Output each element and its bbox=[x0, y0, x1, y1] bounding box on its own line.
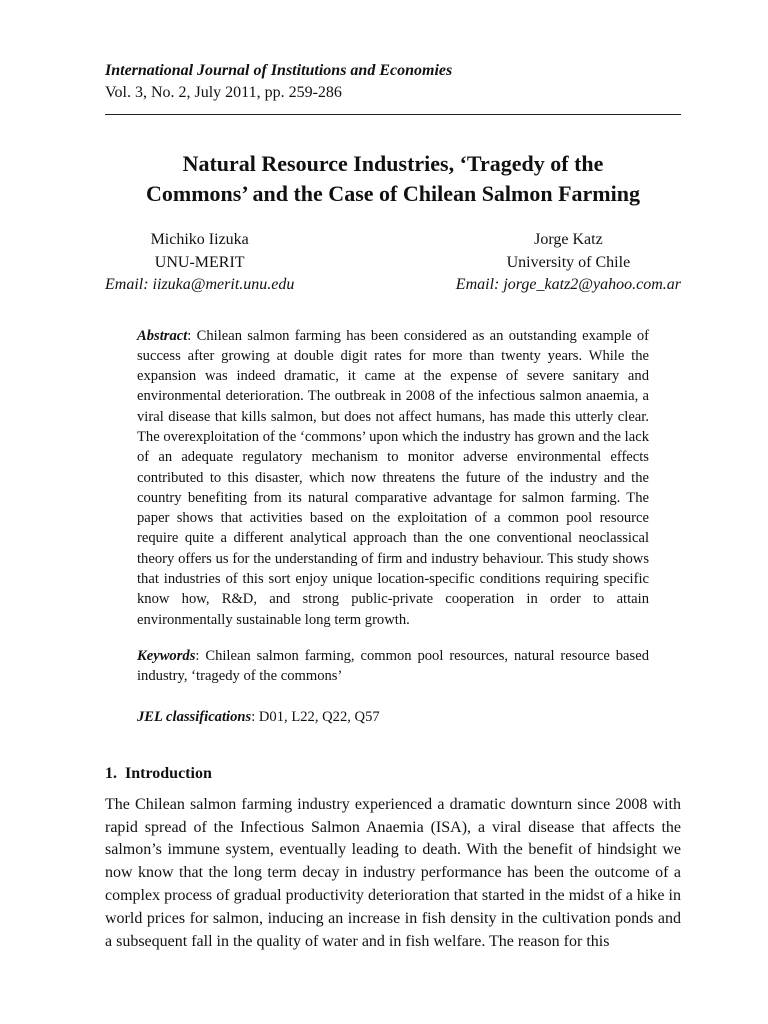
paper-page bbox=[105, 60, 681, 953]
abstract-text: : Chilean salmon farming has been considered as an outstanding example of success after growing at double digit rates for more than twenty years. While the expansion was indeed dramatic, it came at the expense of severe sanitary and environmental deterioration. The outbreak in 2008 of the infectious salmon anaemia, a viral disease that kills salmon, but does not affect humans, has made this utterly clear. The overexploitation of the ‘commons’ upon which the industry has grown and the lack of an adequate regulatory mechanism to monitor adverse environmental effects contributed to this disaster, which now threatens the future of the industry and the country benefiting from its natural comparative advantage for salmon farming. The paper shows that activities based on the exploitation of a common pool resource require quite a different analytical approach than the one conventional neoclassical theory offers us for the understanding of firm and industry behaviour. This study shows that industries of this sort enjoy unique location-specific conditions requiring specific know how, R&D, and strong public-private cooperation in order to attain environmentally sustainable long term growth. bbox=[137, 327, 649, 628]
author-email: Email: iizuka@merit.unu.edu bbox=[105, 276, 295, 293]
section-number: 1. bbox=[105, 764, 117, 782]
abstract bbox=[137, 326, 649, 630]
author-1 bbox=[105, 229, 294, 297]
header-rule bbox=[105, 114, 681, 115]
title-line-2: Commons’ and the Case of Chilean Salmon Farming bbox=[145, 181, 640, 206]
author-affiliation: University of Chile bbox=[506, 253, 631, 271]
paper-title bbox=[105, 149, 681, 209]
author-2 bbox=[456, 229, 681, 297]
title-line-1: Natural Resource Industries, ‘Tragedy of the bbox=[182, 151, 604, 176]
keywords-label: Keywords bbox=[137, 647, 196, 664]
author-block bbox=[105, 229, 681, 297]
author-name: Michiko Iizuka bbox=[150, 231, 249, 248]
jel-classifications bbox=[137, 707, 649, 727]
jel-text: : D01, L22, Q22, Q57 bbox=[251, 708, 380, 725]
author-name: Jorge Katz bbox=[534, 231, 603, 248]
section-title: Introduction bbox=[125, 764, 212, 782]
abstract-block bbox=[137, 326, 649, 727]
keywords bbox=[137, 646, 649, 687]
section-heading-introduction bbox=[105, 763, 681, 785]
jel-label: JEL classifications bbox=[137, 708, 252, 725]
abstract-label: Abstract bbox=[137, 327, 188, 344]
introduction-paragraph: The Chilean salmon farming industry experienced a dramatic downturn since 2008 with rapid spread of the Infectious Salmon Anaemia (ISA), a viral disease that affects the salmon’s immune system, eventually leading to death. With the benefit of hindsight we now know that the long term decay in industry performance has been the outcome of a complex process of gradual productivity deterioration that started in the midst of a hike in world prices for salmon, inducing an increase in fish density in the cultivation ponds and a subsequent fall in the quality of water and in fish welfare. The reason for this bbox=[105, 795, 681, 950]
author-email: Email: jorge_katz2@yahoo.com.ar bbox=[455, 276, 681, 293]
journal-name: International Journal of Institutions and Economies bbox=[105, 62, 453, 79]
author-affiliation: UNU-MERIT bbox=[154, 253, 245, 271]
journal-volume: Vol. 3, No. 2, July 2011, pp. 259-286 bbox=[105, 84, 342, 101]
keywords-text: : Chilean salmon farming, common pool resources, natural resource based industry, ‘tragedy of the commons’ bbox=[137, 647, 649, 685]
